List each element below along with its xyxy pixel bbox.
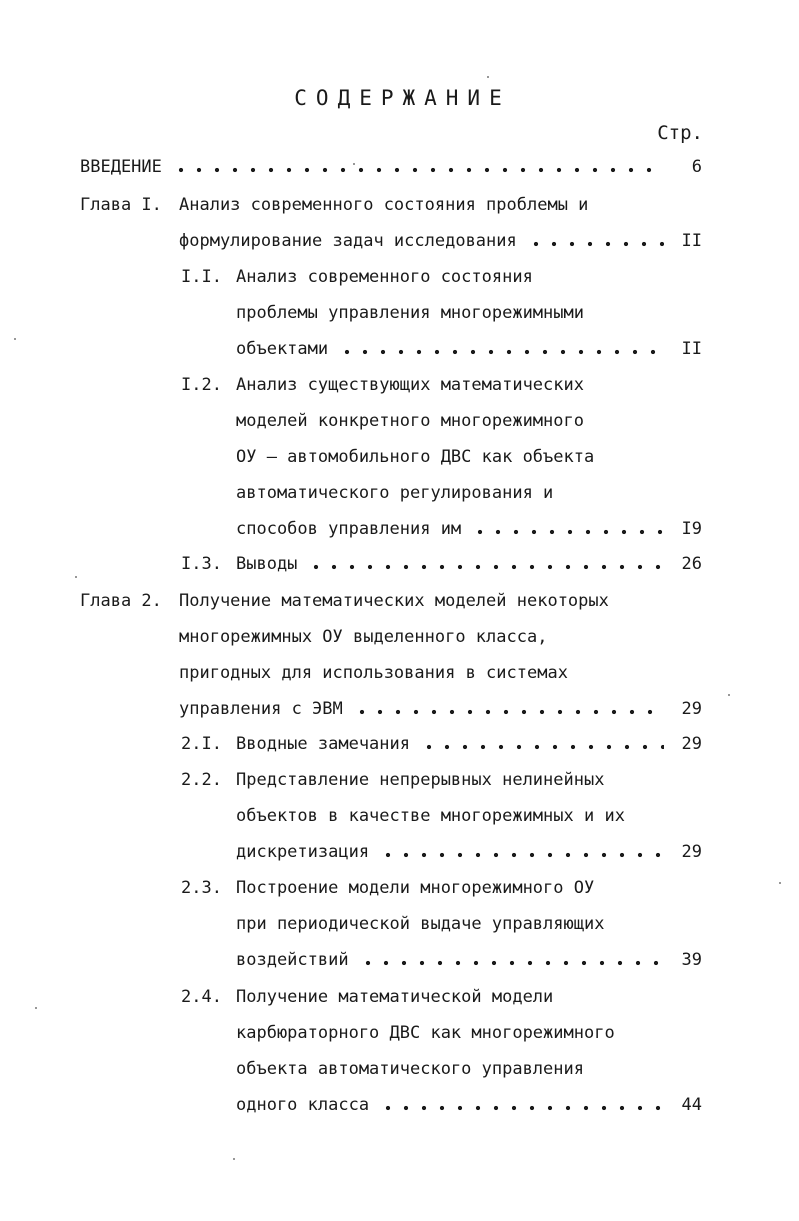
section-number: 2.4.: [181, 987, 222, 1007]
toc-page-number: 29: [681, 734, 702, 754]
toc-label: объекта автоматического управления: [236, 1059, 584, 1079]
toc-line: [181, 549, 702, 579]
toc-label: ВВЕДЕНИЕ: [80, 157, 162, 177]
toc-line: [236, 1054, 702, 1084]
scan-speck: [487, 76, 489, 78]
toc-label: автоматического регулирования и: [236, 483, 554, 503]
page-column-header: Стр.: [657, 122, 703, 144]
toc-label: [80, 190, 588, 220]
toc-label: дискретизация: [236, 842, 370, 862]
toc-line: [236, 334, 702, 364]
dot-leader: [353, 709, 664, 715]
toc-page-number: 29: [681, 699, 702, 719]
dot-leader: [471, 529, 664, 535]
dot-leader: [172, 167, 664, 173]
chapter-number: Глава I.: [80, 195, 162, 215]
toc-line: [179, 694, 702, 724]
toc-page-number: 26: [681, 554, 702, 574]
toc-label: формулирование задач исследования: [179, 231, 517, 251]
toc-line: [236, 298, 702, 328]
toc-label: [80, 586, 609, 616]
section-number: I.2.: [181, 375, 222, 395]
toc-page-number: 44: [681, 1095, 702, 1115]
toc-label: [181, 370, 584, 400]
dot-leader: [338, 349, 664, 355]
toc-label-text: Анализ существующих математических: [236, 375, 584, 395]
toc-line: [181, 729, 702, 759]
toc-page-number: II: [681, 231, 702, 251]
section-number: 2.2.: [181, 770, 222, 790]
toc-line: [181, 982, 702, 1012]
dot-leader: [359, 960, 664, 966]
toc-label-text: Построение модели многорежимного ОУ: [236, 878, 595, 898]
scan-speck: [14, 338, 16, 340]
toc-line: [236, 478, 702, 508]
toc-label-text: Получение математической модели: [236, 987, 554, 1007]
toc-label: при периодической выдаче управляющих: [236, 914, 605, 934]
toc-line: [80, 152, 702, 182]
toc-line: [179, 226, 702, 256]
toc-label-text: Анализ современного состояния: [236, 267, 533, 287]
toc-line: [236, 514, 702, 544]
toc-label-text: Получение математических моделей некоторых: [179, 591, 609, 611]
toc-label-text: Представление непрерывных нелинейных: [236, 770, 605, 790]
toc-label: ОУ – автомобильного ДВС как объекта: [236, 447, 595, 467]
dot-leader: [379, 852, 664, 858]
toc-line: [181, 262, 702, 292]
scan-speck: [353, 163, 355, 165]
scan-speck: [35, 1007, 37, 1009]
toc-label: [181, 729, 410, 759]
toc-label-text: Вводные замечания: [236, 734, 410, 754]
toc-label: моделей конкретного многорежимного: [236, 411, 584, 431]
toc-label: [181, 549, 297, 579]
toc-line: [236, 801, 702, 831]
toc-label-text: Анализ современного состояния проблемы и: [179, 195, 589, 215]
toc-label: способов управления им: [236, 519, 462, 539]
toc-page-number: I9: [681, 519, 702, 539]
toc-page-number: 6: [691, 157, 702, 177]
toc-label: [181, 765, 604, 795]
toc-line: [181, 765, 702, 795]
dot-leader: [420, 744, 664, 750]
toc-line: [236, 442, 702, 472]
section-number: I.I.: [181, 267, 222, 287]
toc-line: [236, 1018, 702, 1048]
section-number: 2.3.: [181, 878, 222, 898]
toc-label: проблемы управления многорежимными: [236, 303, 584, 323]
section-number: 2.I.: [181, 734, 222, 754]
scan-speck: [779, 882, 781, 884]
toc-page-number: 29: [681, 842, 702, 862]
scan-speck: [75, 576, 77, 578]
toc-label: [181, 982, 553, 1012]
toc-label: объектов в качестве многорежимных и их: [236, 806, 625, 826]
toc-label: [181, 262, 533, 292]
toc-line: [236, 1090, 702, 1120]
toc-line: [236, 406, 702, 436]
toc-label-text: Выводы: [236, 554, 298, 574]
toc-line: [179, 658, 702, 688]
toc-label: объектами: [236, 339, 329, 359]
section-number: I.3.: [181, 554, 222, 574]
toc-label: многорежимных ОУ выделенного класса,: [179, 627, 548, 647]
scan-speck: [728, 694, 730, 696]
toc-label: пригодных для использования в системах: [179, 663, 568, 683]
scan-speck: [233, 1158, 235, 1160]
dot-leader: [307, 564, 664, 570]
toc-line: [236, 909, 702, 939]
toc-label: карбюраторного ДВС как многорежимного: [236, 1023, 615, 1043]
toc-label: одного класса: [236, 1095, 370, 1115]
dot-leader: [527, 241, 664, 247]
toc-label: [181, 873, 594, 903]
chapter-number: Глава 2.: [80, 591, 162, 611]
toc-line: [236, 837, 702, 867]
toc-line: [181, 370, 702, 400]
toc-line: [80, 190, 702, 220]
toc-page-number: 39: [681, 950, 702, 970]
toc-line: [179, 622, 702, 652]
toc-page-number: II: [681, 339, 702, 359]
page-title: СОДЕРЖАНИЕ: [294, 86, 511, 110]
dot-leader: [379, 1105, 664, 1111]
toc-line: [181, 873, 702, 903]
toc-line: [236, 945, 702, 975]
toc-label: воздействий: [236, 950, 349, 970]
toc-line: [80, 586, 702, 616]
toc-label: управления с ЭВМ: [179, 699, 343, 719]
